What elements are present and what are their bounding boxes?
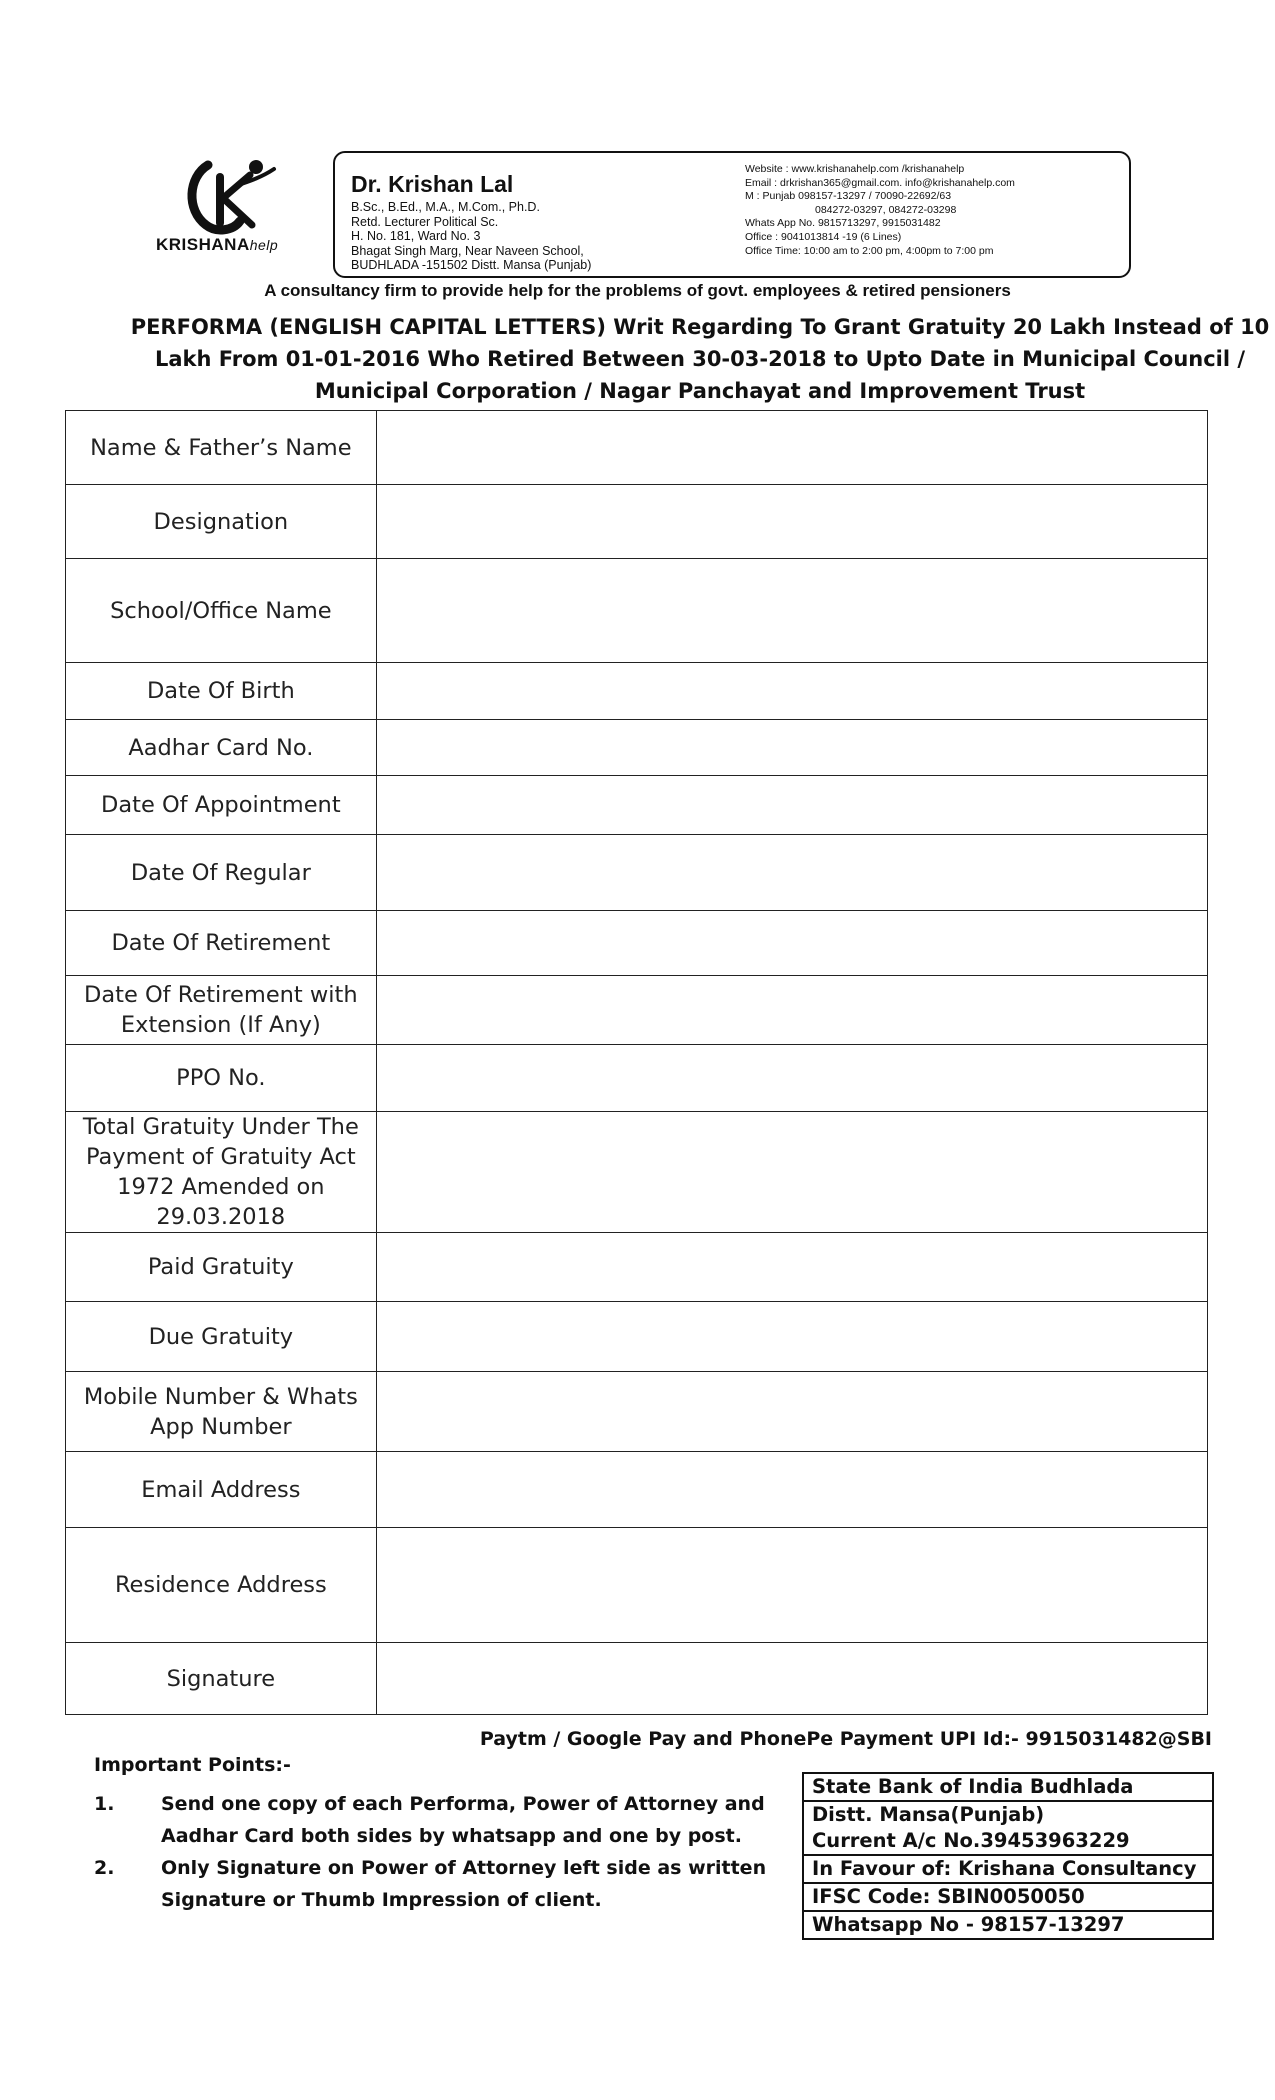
- website-line: Website : www.krishanahelp.com /krishanahelp: [745, 163, 965, 175]
- credential-line: Bhagat Singh Marg, Near Naveen School,: [351, 243, 584, 258]
- point-text: Send one copy of each Performa, Power of Attorney and Aadhar Card both sides by whatsapp and one by post.: [161, 1793, 765, 1847]
- krishana-logo-icon: [178, 155, 288, 237]
- table-row: [66, 1045, 1208, 1112]
- header-contact-box: [333, 151, 1131, 278]
- table-row: [66, 411, 1208, 485]
- company-logo: [150, 155, 310, 265]
- whatsapp-line: Whats App No. 9815713297, 9915031482: [745, 217, 941, 230]
- field-label: Date Of Appointment: [66, 776, 377, 835]
- bank-district: Distt. Mansa(Punjab): [812, 1803, 1045, 1826]
- table-row: [803, 1801, 1213, 1855]
- table-row: [66, 485, 1208, 559]
- upi-payment-line: Paytm / Google Pay and PhonePe Payment UPI Id:- 9915031482@SBI: [479, 1728, 1212, 1750]
- field-label: Designation: [66, 485, 377, 559]
- table-row: [803, 1855, 1213, 1883]
- table-row: [66, 559, 1208, 663]
- field-label: PPO No.: [66, 1045, 377, 1112]
- office-time-line: Office Time: 10:00 am to 2:00 pm, 4:00pm to 7:00 pm: [745, 244, 994, 257]
- table-row: [66, 1372, 1208, 1452]
- signature-field[interactable]: [376, 1643, 1207, 1715]
- ppo-no-field[interactable]: [376, 1045, 1207, 1112]
- table-row: [803, 1773, 1213, 1801]
- date-of-regular-field[interactable]: [376, 835, 1207, 911]
- table-row: [66, 720, 1208, 776]
- bank-whatsapp: Whatsapp No - 98157-13297: [803, 1911, 1213, 1939]
- table-row: [66, 1302, 1208, 1372]
- point-number: 1.: [94, 1793, 115, 1815]
- bank-district-account: [803, 1801, 1213, 1855]
- header-credentials: [351, 171, 731, 273]
- field-label: Paid Gratuity: [66, 1233, 377, 1302]
- retirement-extension-field[interactable]: [376, 976, 1207, 1045]
- paid-gratuity-field[interactable]: [376, 1233, 1207, 1302]
- total-gratuity-field[interactable]: [376, 1112, 1207, 1233]
- table-row: [66, 663, 1208, 720]
- school-office-name-field[interactable]: [376, 559, 1207, 663]
- date-of-birth-field[interactable]: [376, 663, 1207, 720]
- field-label: Due Gratuity: [66, 1302, 377, 1372]
- credential-line: BUDHLADA -151502 Distt. Mansa (Punjab): [351, 258, 592, 272]
- bank-favour: In Favour of: Krishana Consultancy: [803, 1855, 1213, 1883]
- office-phone-line: Office : 9041013814 -19 (6 Lines): [745, 230, 902, 243]
- header-contacts: [745, 163, 1125, 258]
- residence-address-field[interactable]: [376, 1528, 1207, 1643]
- bank-account: Current A/c No.39453963229: [812, 1829, 1130, 1852]
- bank-ifsc: IFSC Code: SBIN0050050: [803, 1883, 1213, 1911]
- page-title: PERFORMA (ENGLISH CAPITAL LETTERS) Writ Regarding To Grant Gratuity 20 Lakh Instead of 10 Lakh From 01-01-2016 Who Retired Between 30-03-2018 to Upto Date in Municipal Council / Municipal Corporation / Nagar Panchayat and Improvement Trust: [130, 315, 1270, 403]
- credential-line: B.Sc., B.Ed., M.A., M.Com., Ph.D.: [351, 200, 540, 214]
- field-label: Date Of Regular: [66, 835, 377, 911]
- field-label: Total Gratuity Under The Payment of Gratuity Act 1972 Amended on 29.03.2018: [66, 1112, 377, 1233]
- credential-line: H. No. 181, Ward No. 3: [351, 229, 481, 243]
- logo-brand-text: KRISHANAhelp: [156, 235, 279, 254]
- date-of-retirement-field[interactable]: [376, 911, 1207, 976]
- tagline: A consultancy firm to provide help for the problems of govt. employees & retired pensioners: [264, 281, 1011, 300]
- table-row: [66, 1528, 1208, 1643]
- field-label: Residence Address: [66, 1528, 377, 1643]
- due-gratuity-field[interactable]: [376, 1302, 1207, 1372]
- mobile-line: M : Punjab 098157-13297 / 70090-22692/63: [745, 190, 952, 203]
- field-label: Aadhar Card No.: [66, 720, 377, 776]
- table-row: [66, 1112, 1208, 1233]
- important-points-title: Important Points:-: [94, 1754, 291, 1776]
- field-label: Date Of Birth: [66, 663, 377, 720]
- name-fathers-name-field[interactable]: [376, 411, 1207, 485]
- point-text: Only Signature on Power of Attorney left side as written Signature or Thumb Impression of client.: [161, 1857, 767, 1911]
- aadhar-card-field[interactable]: [376, 720, 1207, 776]
- point-number: 2.: [94, 1857, 115, 1879]
- mobile-whatsapp-field[interactable]: [376, 1372, 1207, 1452]
- field-label: Date Of Retirement with Extension (If Any): [66, 976, 377, 1045]
- table-row: [66, 976, 1208, 1045]
- table-row: [66, 776, 1208, 835]
- performa-form-table: [65, 410, 1208, 1715]
- field-label: School/Office Name: [66, 559, 377, 663]
- field-label: Name & Father’s Name: [66, 411, 377, 485]
- table-row: [66, 835, 1208, 911]
- field-label: Email Address: [66, 1452, 377, 1528]
- field-label: Date Of Retirement: [66, 911, 377, 976]
- table-row: [66, 1452, 1208, 1528]
- designation-field[interactable]: [376, 485, 1207, 559]
- table-row: [66, 1643, 1208, 1715]
- table-row: [803, 1911, 1213, 1939]
- email-address-field[interactable]: [376, 1452, 1207, 1528]
- field-label: Mobile Number & Whats App Number: [66, 1372, 377, 1452]
- email-line: Email : drkrishan365@gmail.com. info@krishanahelp.com: [745, 176, 1015, 189]
- table-row: [66, 911, 1208, 976]
- doctor-name: Dr. Krishan Lal: [351, 171, 514, 197]
- date-of-appointment-field[interactable]: [376, 776, 1207, 835]
- field-label: Signature: [66, 1643, 377, 1715]
- table-row: [803, 1883, 1213, 1911]
- phone-line: 084272-03297, 084272-03298: [815, 203, 957, 216]
- credential-line: Retd. Lecturer Political Sc.: [351, 214, 499, 229]
- bank-details-box: [802, 1772, 1214, 1940]
- table-row: [66, 1233, 1208, 1302]
- bank-name: State Bank of India Budhlada: [803, 1773, 1213, 1801]
